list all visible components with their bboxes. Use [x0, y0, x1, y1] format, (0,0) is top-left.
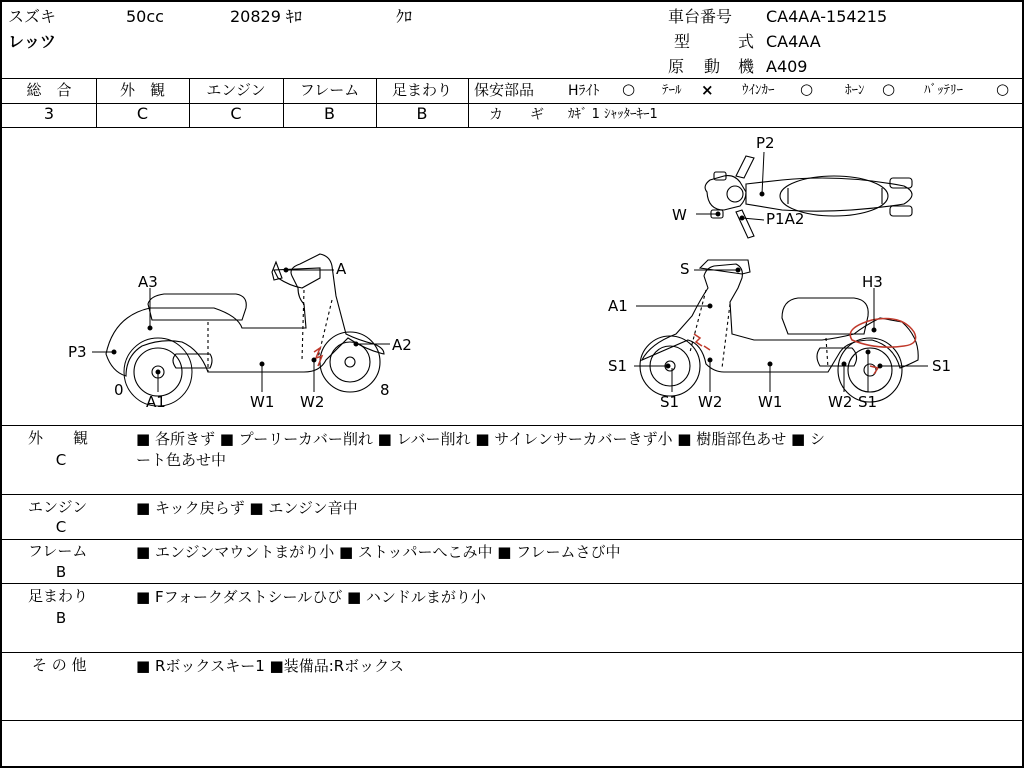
damage-mark [694, 334, 710, 350]
remark-line: ート色あせ中 [136, 451, 227, 469]
engine-value: A409 [766, 57, 808, 76]
top-view-scooter-icon [705, 156, 912, 238]
displacement: 50cc [126, 7, 164, 26]
key-label-2: ギ [530, 107, 544, 123]
remark-text-suspension [136, 587, 1016, 608]
remark-line: ■ Fフォークダストシールひび ■ ハンドルまがり小 [136, 588, 486, 606]
diagram-label: P3 [68, 343, 87, 361]
engine-label-3: 機 [738, 57, 755, 76]
model-name: レッツ [8, 32, 56, 51]
damage-mark [314, 348, 322, 366]
remark-label-engine: エンジン [28, 498, 88, 516]
diagram-label: 0 [114, 381, 124, 399]
diagram-label: S1 [608, 357, 628, 375]
remark-label-frame: フレーム [28, 542, 88, 560]
diagram-label: H3 [862, 273, 883, 291]
safety-label: 保安部品 [474, 81, 535, 99]
divider [2, 539, 1024, 540]
diagram-label: W1 [250, 393, 275, 411]
diagram-label: S1 [858, 393, 878, 411]
diagram-label: 8 [380, 381, 390, 399]
diagram-label: P2 [756, 134, 775, 152]
engine-label-1: 原 [668, 57, 685, 76]
remark-text-exterior [136, 429, 1016, 471]
safety-headlight-mark: ○ [622, 80, 636, 98]
safety-winker-mark: ○ [800, 80, 814, 98]
divider [468, 78, 469, 127]
grade-suspension-label: 足まわり [391, 81, 452, 99]
safety-headlight: Hﾗｲﾄ [568, 83, 600, 99]
safety-battery: ﾊﾞｯﾃﾘｰ [924, 83, 963, 98]
mileage: 20829 ｷﾛ [230, 7, 302, 26]
maker: スズキ [8, 7, 57, 26]
diagram-label: A [336, 260, 347, 278]
remark-label-suspension: 足まわり [28, 587, 89, 605]
diagram-label: S1 [932, 357, 952, 375]
grade-frame-label: フレーム [299, 81, 360, 99]
divider [2, 583, 1024, 584]
damage-mark [870, 366, 878, 374]
remark-grade-frame: B [55, 563, 67, 581]
diagram-label: W2 [828, 393, 853, 411]
diagram-label: S1 [660, 393, 680, 411]
diagram-label: P1A2 [766, 210, 805, 228]
remark-grade-exterior: C [55, 451, 67, 469]
diagram-label: A2 [392, 336, 412, 354]
diagram-label: W2 [300, 393, 325, 411]
frame-no: CA4AA-154215 [766, 7, 888, 26]
type-label-2: 式 [738, 32, 755, 51]
type-label-1: 型 [674, 32, 691, 51]
remark-label-exterior: 外 観 [28, 429, 89, 447]
safety-tail-mark: × [701, 81, 714, 99]
safety-winker: ｳｲﾝｶｰ [742, 83, 775, 98]
damage-diagram [2, 128, 1024, 424]
remark-line: ■ Rボックスキー1 ■装備品:Rボックス [136, 657, 405, 675]
remark-text-frame [136, 542, 1016, 563]
grade-overall: 3 [43, 104, 55, 123]
safety-horn-mark: ○ [882, 80, 896, 98]
divider [2, 494, 1024, 495]
divider [2, 720, 1024, 721]
diagram-label: W [672, 206, 687, 224]
engine-label-2: 動 [704, 57, 721, 76]
remark-label-other: そ の 他 [32, 656, 87, 674]
grade-overall-label: 総 合 [26, 81, 72, 99]
diagram-label: W1 [758, 393, 783, 411]
color: ｸﾛ [396, 7, 413, 26]
damage-mark [850, 319, 915, 348]
grade-suspension: B [416, 104, 428, 123]
diagram-label: A1 [146, 393, 166, 411]
diagram-label: A1 [608, 297, 628, 315]
remark-grade-engine: C [55, 518, 67, 536]
diagram-label: A3 [138, 273, 158, 291]
remark-line: ■ キック戻らず ■ エンジン音中 [136, 499, 358, 517]
safety-tail: ﾃｰﾙ [662, 83, 682, 98]
remark-text-engine [136, 498, 1016, 519]
key-label-1: カ [489, 107, 503, 123]
grade-engine-label: エンジン [206, 81, 266, 99]
diagram-label: S [680, 260, 690, 278]
safety-horn: ﾎｰﾝ [845, 83, 865, 98]
grade-engine: C [230, 104, 242, 123]
divider [468, 103, 1024, 104]
grade-frame: B [324, 104, 335, 123]
grade-exterior-label: 外 観 [119, 81, 165, 99]
grade-exterior: C [136, 104, 149, 123]
remark-grade-suspension: B [55, 609, 67, 627]
divider [2, 425, 1024, 426]
key-value: ｶｷﾞ 1 ｼｬｯﾀｰｷｰ1 [568, 107, 658, 122]
diagram-label: W2 [698, 393, 723, 411]
frame-no-label: 車台番号 [668, 7, 733, 26]
divider [2, 78, 1024, 79]
type-value: CA4AA [766, 32, 821, 51]
remark-line: ■ 各所きず ■ プーリーカバー削れ ■ レバー削れ ■ サイレンサーカバーきず小 ■ 樹脂部色あせ ■ シ [136, 430, 825, 448]
remark-line: ■ エンジンマウントまがり小 ■ ストッパーへこみ中 ■ フレームさび中 [136, 543, 621, 561]
divider [2, 652, 1024, 653]
safety-battery-mark: ○ [996, 80, 1010, 98]
remark-text-other [136, 656, 1016, 677]
